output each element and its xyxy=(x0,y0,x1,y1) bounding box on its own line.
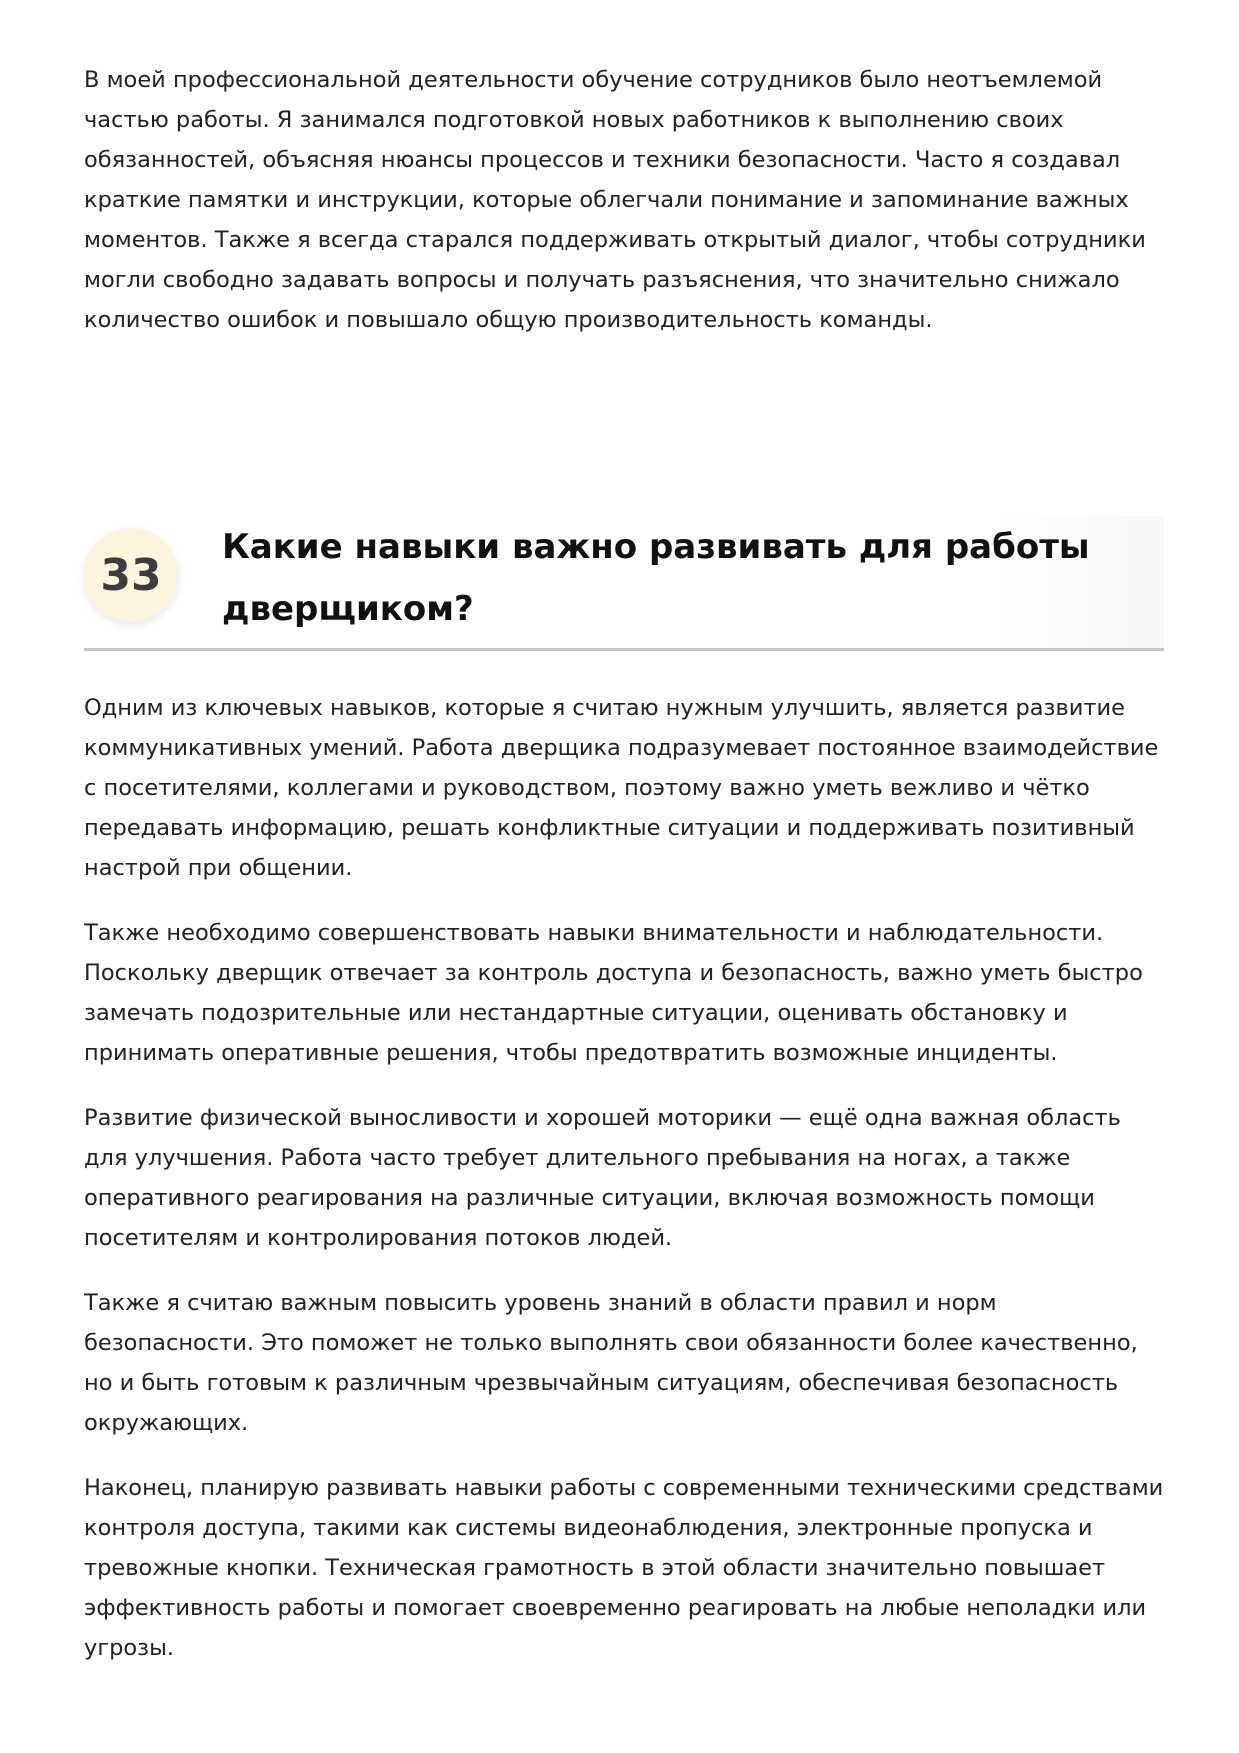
answer-paragraph: Одним из ключевых навыков, которые я считаю нужным улучшить, является развитие коммуникативных умений. Работа дверщика подразумевает постоянное взаимодействие с посетителями, коллегами и руководством, поэтому важно уметь вежливо и чётко передавать информацию, решать конфликтные ситуации и поддерживать позитивный настрой при общении. xyxy=(84,695,1159,881)
question-header xyxy=(84,516,1164,651)
question-title: Какие навыки важно развивать для работы дверщиком? xyxy=(222,527,1090,629)
answer-paragraph: Также необходимо совершенствовать навыки внимательности и наблюдательности. Поскольку дверщик отвечает за контроль доступа и безопасность, важно уметь быстро замечать подозрительные или нестандартные ситуации, оценивать обстановку и принимать оперативные решения, чтобы предотвратить возможные инциденты. xyxy=(84,920,1143,1066)
question-number-badge: 33 xyxy=(84,528,178,622)
answer-paragraph: Наконец, планирую развивать навыки работы с современными техническими средствами контроля доступа, такими как системы видеонаблюдения, электронные пропуска и тревожные кнопки. Техническая грамотность в этой области значительно повышает эффективность работы и помогает своевременно реагировать на любые неполадки или угрозы. xyxy=(84,1475,1164,1661)
answer-body xyxy=(84,688,1164,1693)
intro-paragraph: В моей профессиональной деятельности обучение сотрудников было неотъемлемой частью работы. Я занимался подготовкой новых работников к выполнению своих обязанностей, объясняя нюансы процессов и техники безопасности. Часто я создавал краткие памятки и инструкции, которые облегчали понимание и запоминание важных моментов. Также я всегда старался поддерживать открытый диалог, чтобы сотрудники могли свободно задавать вопросы и получать разъяснения, что значительно снижало количество ошибок и повышало общую производительность команды. xyxy=(84,67,1146,333)
answer-paragraph: Также я считаю важным повысить уровень знаний в области правил и норм безопасности. Это поможет не только выполнять свои обязанности более качественно, но и быть готовым к различным чрезвычайным ситуациям, обеспечивая безопасность окружающих. xyxy=(84,1290,1138,1436)
answer-paragraph: Развитие физической выносливости и хорошей моторики — ещё одна важная область для улучшения. Работа часто требует длительного пребывания на ногах, а также оперативного реагирования на различные ситуации, включая возможность помощи посетителям и контролирования потоков людей. xyxy=(84,1105,1121,1251)
